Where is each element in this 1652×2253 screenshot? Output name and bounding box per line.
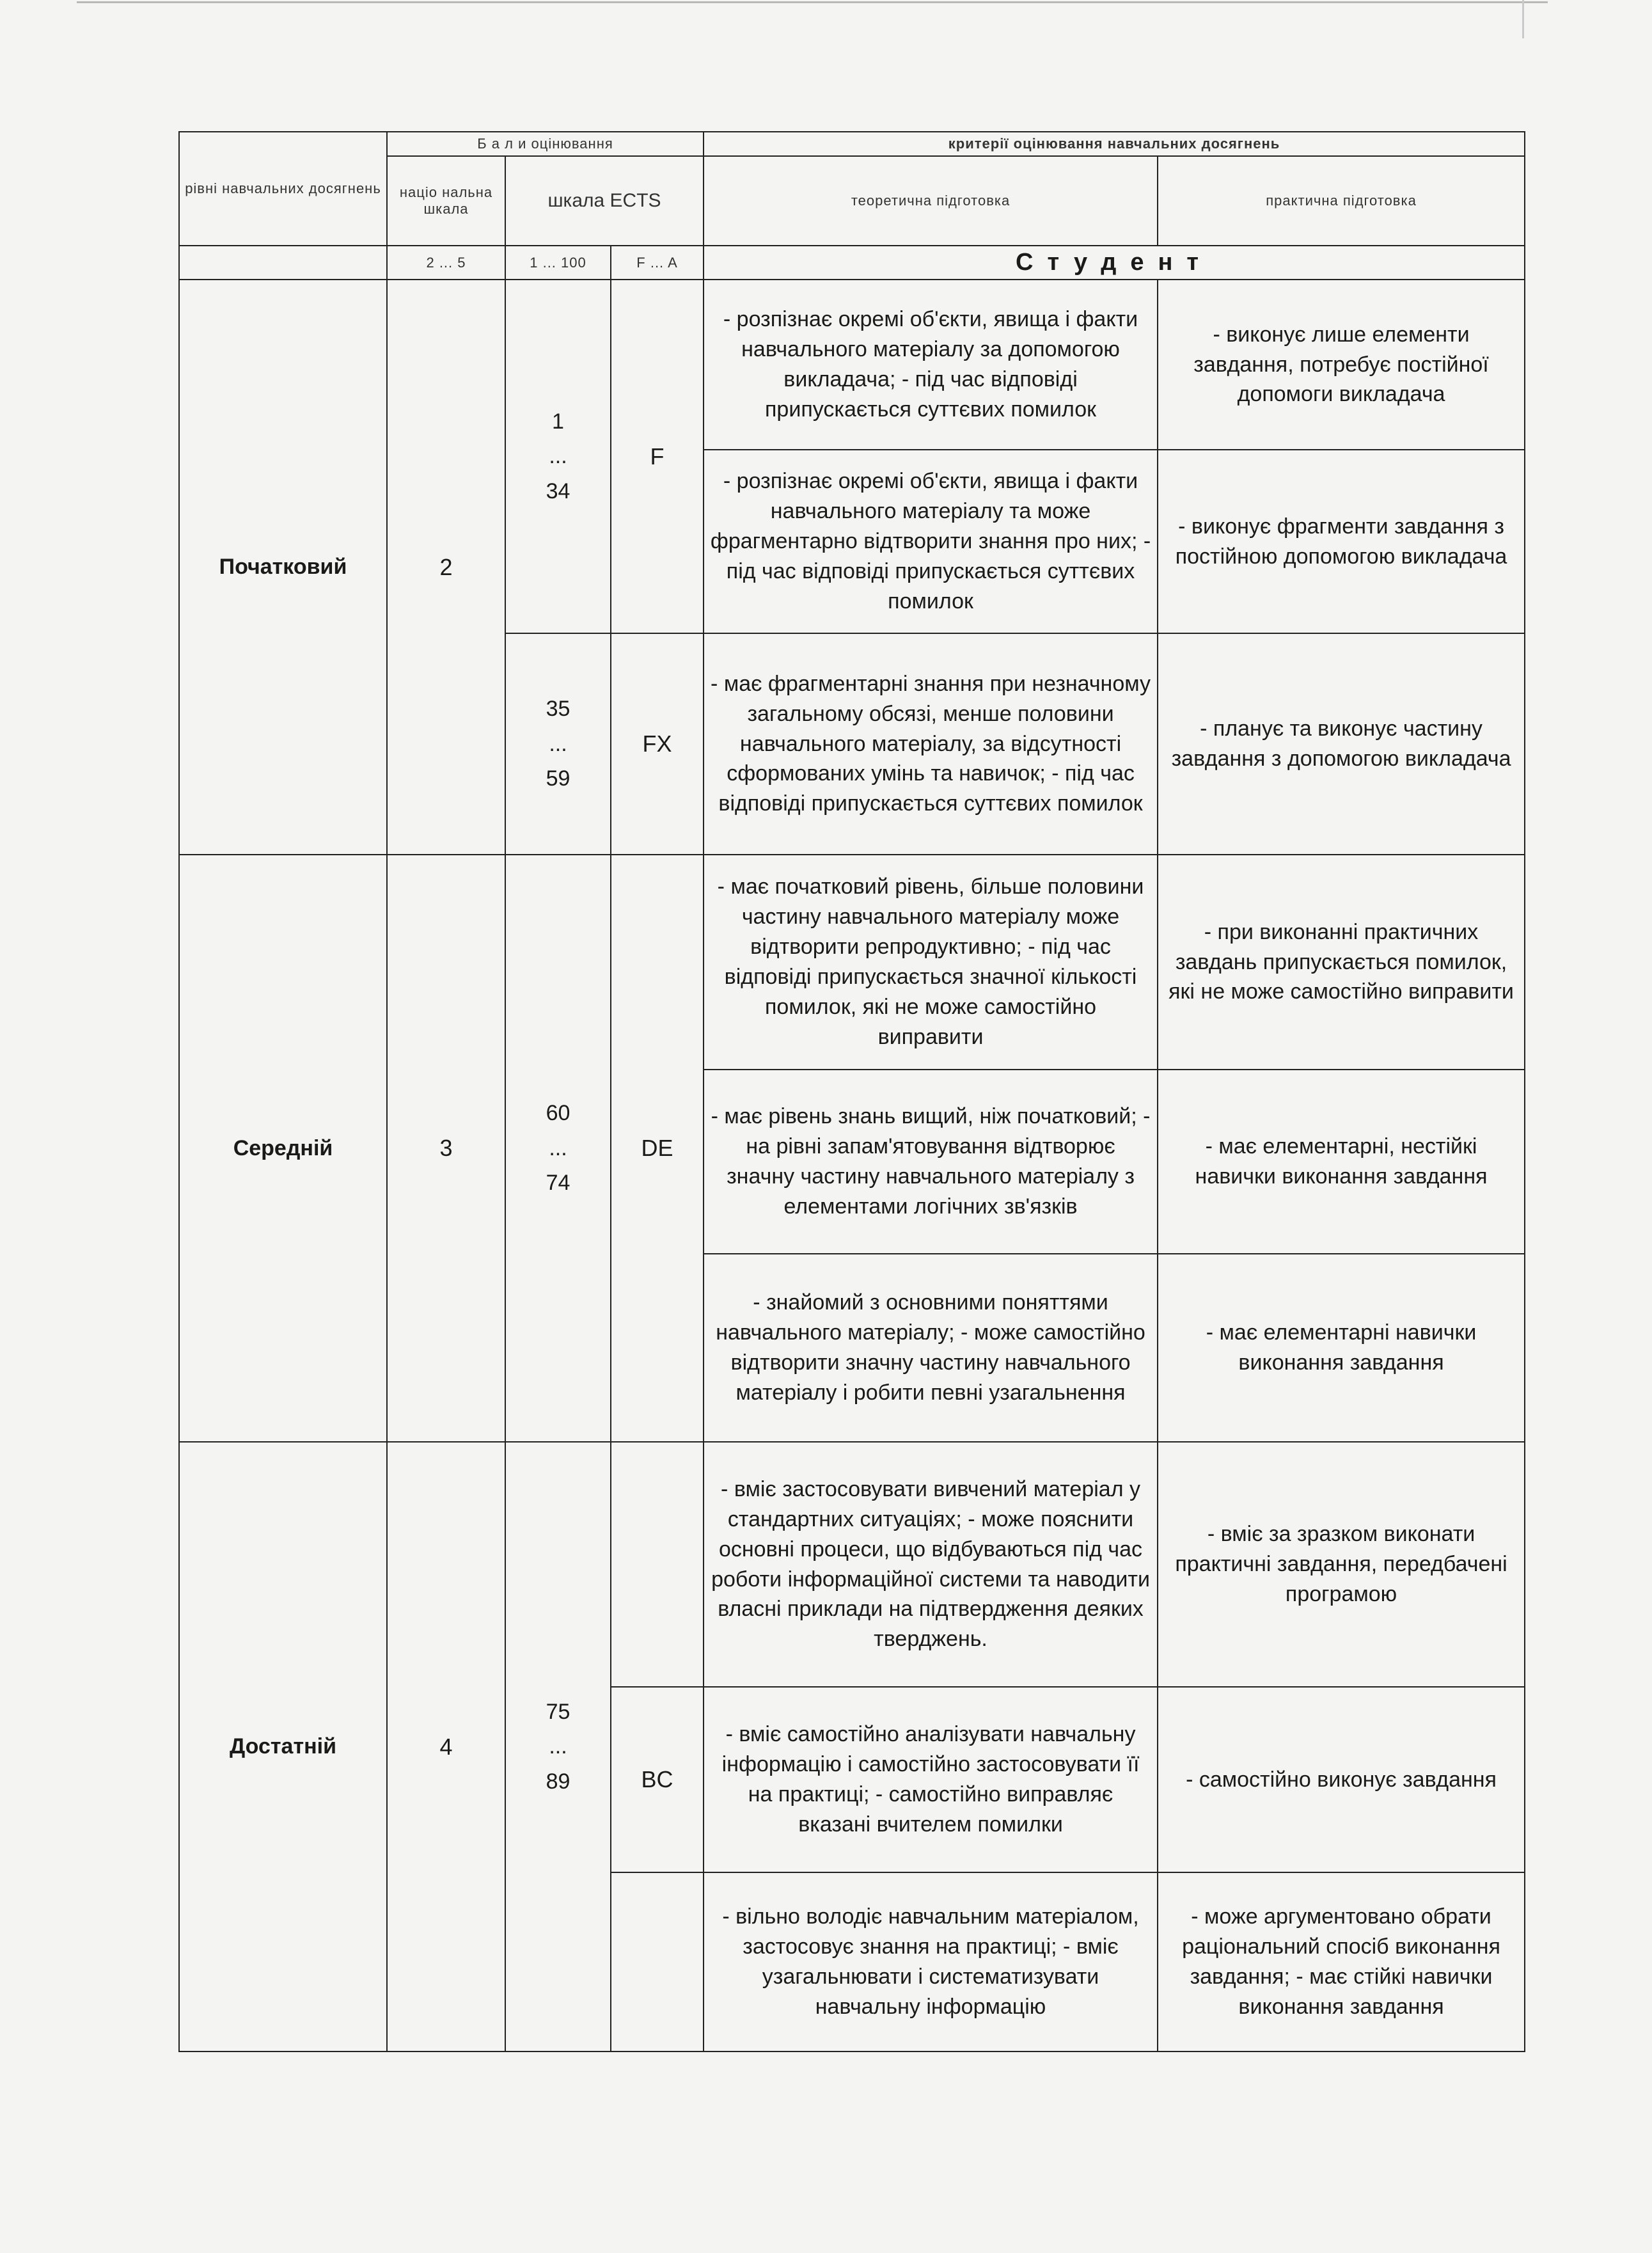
theory-criteria: - вміє застосовувати вивчений матеріал у стандартних ситуаціях; - може пояснити основні процеси, що відбуваються під час роботи інформаційної системи та наводити власні приклади на підтвердження деяких тверджень. — [704, 1442, 1158, 1687]
practice-criteria: - має елементарні, нестійкі навички виконання завдання — [1158, 1070, 1525, 1254]
practice-criteria: - вміє за зразком виконати практичні завдання, передбачені програмою — [1158, 1442, 1525, 1687]
range-to: 89 — [546, 1769, 570, 1794]
ects-scale-header: шкала ECTS — [505, 156, 704, 246]
assessment-criteria-table — [178, 131, 1525, 2052]
range-from: 60 — [546, 1101, 570, 1126]
ects-grade-blank — [611, 1872, 704, 2051]
range-from: 1 — [552, 409, 564, 434]
level-name: Середній — [179, 855, 387, 1442]
score-range — [505, 1442, 611, 2051]
level-name: Достатній — [179, 1442, 387, 2051]
range-100: 1 ... 100 — [505, 246, 611, 280]
range-to: 34 — [546, 478, 570, 503]
range-from: 75 — [546, 1699, 570, 1724]
theory-header: теоретична підготовка — [704, 156, 1158, 246]
blank-cell — [179, 246, 387, 280]
page-scan-edge-right — [1522, 0, 1524, 38]
range-letters: F ... A — [611, 246, 704, 280]
practice-criteria: - має елементарні навички виконання завдання — [1158, 1254, 1525, 1442]
theory-criteria: - має фрагментарні знання при незначному загальному обсязі, менше половини навчального матеріалу, за відсутності сформованих умінь та навичок; - під час відповіді припускається суттєвих помилок — [704, 633, 1158, 855]
practice-criteria: - виконує лише елементи завдання, потребує постійної допомоги викладача — [1158, 280, 1525, 450]
score-range — [505, 280, 611, 633]
theory-criteria: - розпізнає окремі об'єкти, явища і факти навчального матеріалу та може фрагментарно відтворити знання про них; - під час відповіді припускається суттєвих помилок — [704, 450, 1158, 633]
ects-grade-blank — [611, 1442, 704, 1687]
theory-criteria: - вміє самостійно аналізувати навчальну інформацію і самостійно застосовувати її на практиці; - самостійно виправляє вказані вчителем помилки — [704, 1687, 1158, 1872]
page-scan-edge — [77, 1, 1548, 3]
theory-criteria: - має рівень знань вищий, ніж початковий; - на рівні запам'ятовування відтворює значну частину навчального матеріалу з елементами логічних зв'язків — [704, 1070, 1158, 1254]
range-national: 2 ... 5 — [387, 246, 505, 280]
ects-grade: FX — [611, 633, 704, 855]
range-dots: ... — [549, 444, 567, 469]
theory-criteria: - знайомий з основними поняттями навчального матеріалу; - може самостійно відтворити значну частину навчального матеріалу і робити певні узагальнення — [704, 1254, 1158, 1442]
ects-grade: BC — [611, 1687, 704, 1872]
score-range — [505, 855, 611, 1442]
practice-criteria: - при виконанні практичних завдань припускається помилок, які не може самостійно виправити — [1158, 855, 1525, 1070]
score-range — [505, 633, 611, 855]
ects-grade: F — [611, 280, 704, 633]
national-grade: 2 — [387, 280, 505, 855]
criteria-header: критерії оцінювання навчальних досягнень — [704, 132, 1525, 156]
levels-header: рівні навчальних досягнень — [179, 132, 387, 246]
practice-criteria: - планує та виконує частину завдання з допомогою викладача — [1158, 633, 1525, 855]
theory-criteria: - має початковий рівень, більше половини частину навчального матеріалу може відтворити репродуктивно; - під час відповіді припускається значної кількості помилок, які не може самостійно виправити — [704, 855, 1158, 1070]
practice-criteria: - виконує фрагменти завдання з постійною допомогою викладача — [1158, 450, 1525, 633]
range-from: 35 — [546, 697, 570, 722]
practice-criteria: - самостійно виконує завдання — [1158, 1687, 1525, 1872]
range-to: 59 — [546, 766, 570, 791]
practice-criteria: - може аргументовано обрати раціональний спосіб виконання завдання; - має стійкі навички виконання завдання — [1158, 1872, 1525, 2051]
range-dots: ... — [549, 731, 567, 756]
theory-criteria: - розпізнає окремі об'єкти, явища і факти навчального матеріалу за допомогою викладача; - під час відповіді припускається суттєвих помилок — [704, 280, 1158, 450]
level-name: Початковий — [179, 280, 387, 855]
practice-header: практична підготовка — [1158, 156, 1525, 246]
range-to: 74 — [546, 1171, 570, 1196]
national-scale-header: націо нальна шкала — [387, 156, 505, 246]
theory-criteria: - вільно володіє навчальним матеріалом, застосовує знання на практиці; - вміє узагальнювати і систематизувати навчальну інформацію — [704, 1872, 1158, 2051]
national-grade: 3 — [387, 855, 505, 1442]
ects-grade: DE — [611, 855, 704, 1442]
range-dots: ... — [549, 1135, 567, 1160]
points-header: Б а л и оцінювання — [387, 132, 704, 156]
range-dots: ... — [549, 1734, 567, 1759]
national-grade: 4 — [387, 1442, 505, 2051]
student-header: Студент — [704, 246, 1525, 280]
